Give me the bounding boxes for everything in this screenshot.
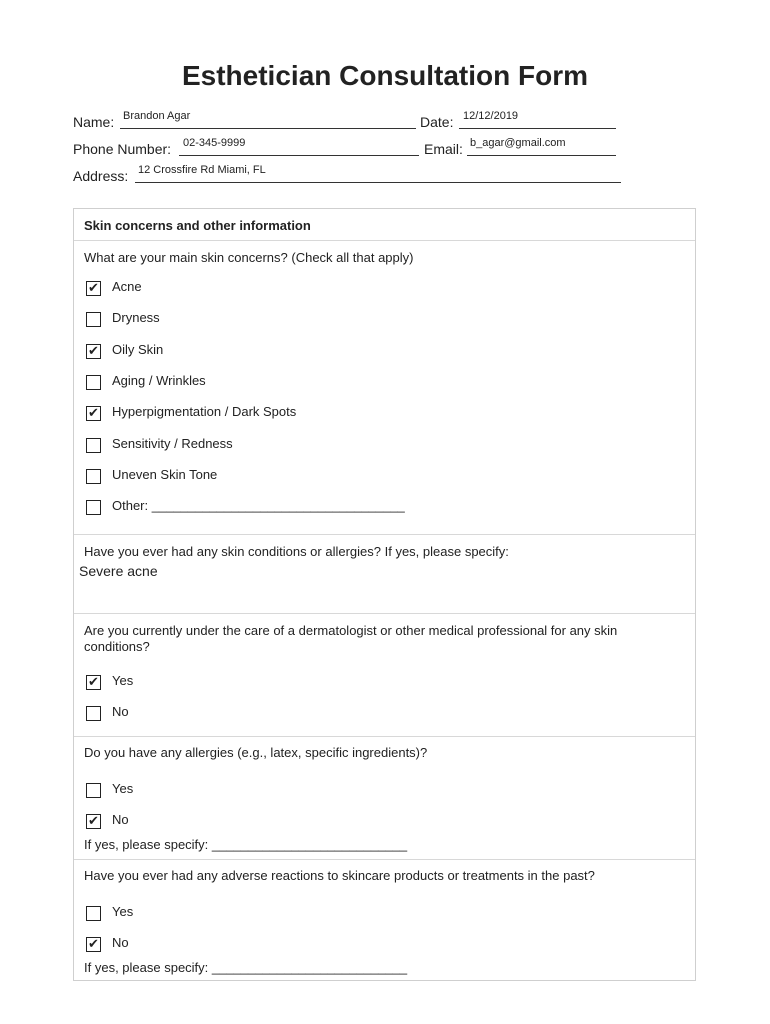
- date-label: Date:: [420, 114, 454, 130]
- allergies-section: [74, 736, 695, 860]
- allergies-question: Do you have any allergies (e.g., latex, specific ingredients)?: [84, 745, 428, 760]
- concerns-question: What are your main skin concerns? (Check all that apply): [84, 250, 414, 265]
- checkbox[interactable]: [86, 375, 101, 390]
- phone-field[interactable]: [179, 137, 419, 156]
- dermatologist-section: [74, 613, 695, 737]
- reactions-specify[interactable]: If yes, please specify: ___________________________: [84, 960, 408, 975]
- checkbox[interactable]: [86, 783, 101, 798]
- checkbox[interactable]: [86, 344, 101, 359]
- checkbox[interactable]: [86, 312, 101, 327]
- checkmark-icon: ✔: [88, 406, 99, 422]
- date-field[interactable]: [459, 110, 616, 129]
- date-value: 12/12/2019: [463, 110, 519, 122]
- option-label: No: [112, 704, 129, 719]
- conditions-answer[interactable]: Severe acne: [79, 563, 158, 579]
- checkbox[interactable]: [86, 906, 101, 921]
- dermatologist-question: Are you currently under the care of a dermatologist or other medical professional for any skin conditions?: [84, 623, 618, 654]
- phone-email-row: [73, 137, 633, 161]
- option-label: Aging / Wrinkles: [112, 372, 206, 388]
- reactions-section: [74, 859, 695, 981]
- option-label: Other: ___________________________________: [112, 498, 405, 514]
- conditions-section: [74, 534, 695, 614]
- email-field[interactable]: [467, 137, 616, 156]
- checkmark-icon: ✔: [88, 281, 99, 296]
- option-label: Oily Skin: [112, 341, 164, 357]
- address-value: 12 Crossfire Rd Miami, FL: [138, 164, 266, 176]
- option-label: Yes: [112, 781, 134, 796]
- option-label: Yes: [112, 904, 134, 919]
- section-title: Skin concerns and other information: [84, 218, 311, 233]
- concerns-section: [74, 240, 695, 535]
- checkbox[interactable]: [86, 500, 101, 515]
- phone-label: Phone Number:: [73, 141, 172, 157]
- checkbox[interactable]: [86, 675, 101, 690]
- checkbox[interactable]: [86, 469, 101, 484]
- name-field[interactable]: [120, 110, 416, 129]
- option-label: Uneven Skin Tone: [112, 466, 218, 482]
- skin-concerns-panel: [73, 208, 696, 981]
- option-label: Yes: [112, 673, 134, 688]
- option-label: Acne: [112, 279, 142, 294]
- address-row: [73, 164, 633, 188]
- checkmark-icon: ✔: [88, 343, 99, 359]
- checkmark-icon: ✔: [88, 675, 99, 690]
- option-label: No: [112, 935, 129, 950]
- checkbox[interactable]: [86, 406, 101, 421]
- allergies-specify[interactable]: If yes, please specify: ___________________________: [84, 837, 408, 852]
- email-value: b_agar@gmail.com: [470, 137, 566, 149]
- checkbox[interactable]: [86, 937, 101, 952]
- checkbox[interactable]: [86, 706, 101, 721]
- form-title: Esthetician Consultation Form: [181, 60, 589, 91]
- option-label: Hyperpigmentation / Dark Spots: [112, 404, 297, 420]
- checkbox[interactable]: [86, 814, 101, 829]
- conditions-question: Have you ever had any skin conditions or allergies? If yes, please specify:: [84, 544, 509, 559]
- checkmark-icon: ✔: [88, 937, 99, 952]
- option-label: Dryness: [112, 310, 160, 326]
- checkbox[interactable]: [86, 438, 101, 453]
- address-label: Address:: [73, 168, 129, 184]
- email-label: Email:: [424, 141, 463, 157]
- reactions-question: Have you ever had any adverse reactions to skincare products or treatments in the past?: [84, 868, 595, 883]
- name-value: Brandon Agar: [123, 110, 191, 122]
- phone-value: 02-345-9999: [183, 137, 246, 149]
- checkmark-icon: ✔: [88, 814, 99, 829]
- name-label: Name:: [73, 114, 115, 130]
- option-label: No: [112, 812, 129, 827]
- address-field[interactable]: [135, 164, 621, 183]
- name-date-row: [73, 110, 633, 134]
- checkbox[interactable]: [86, 281, 101, 296]
- option-label: Sensitivity / Redness: [112, 435, 233, 451]
